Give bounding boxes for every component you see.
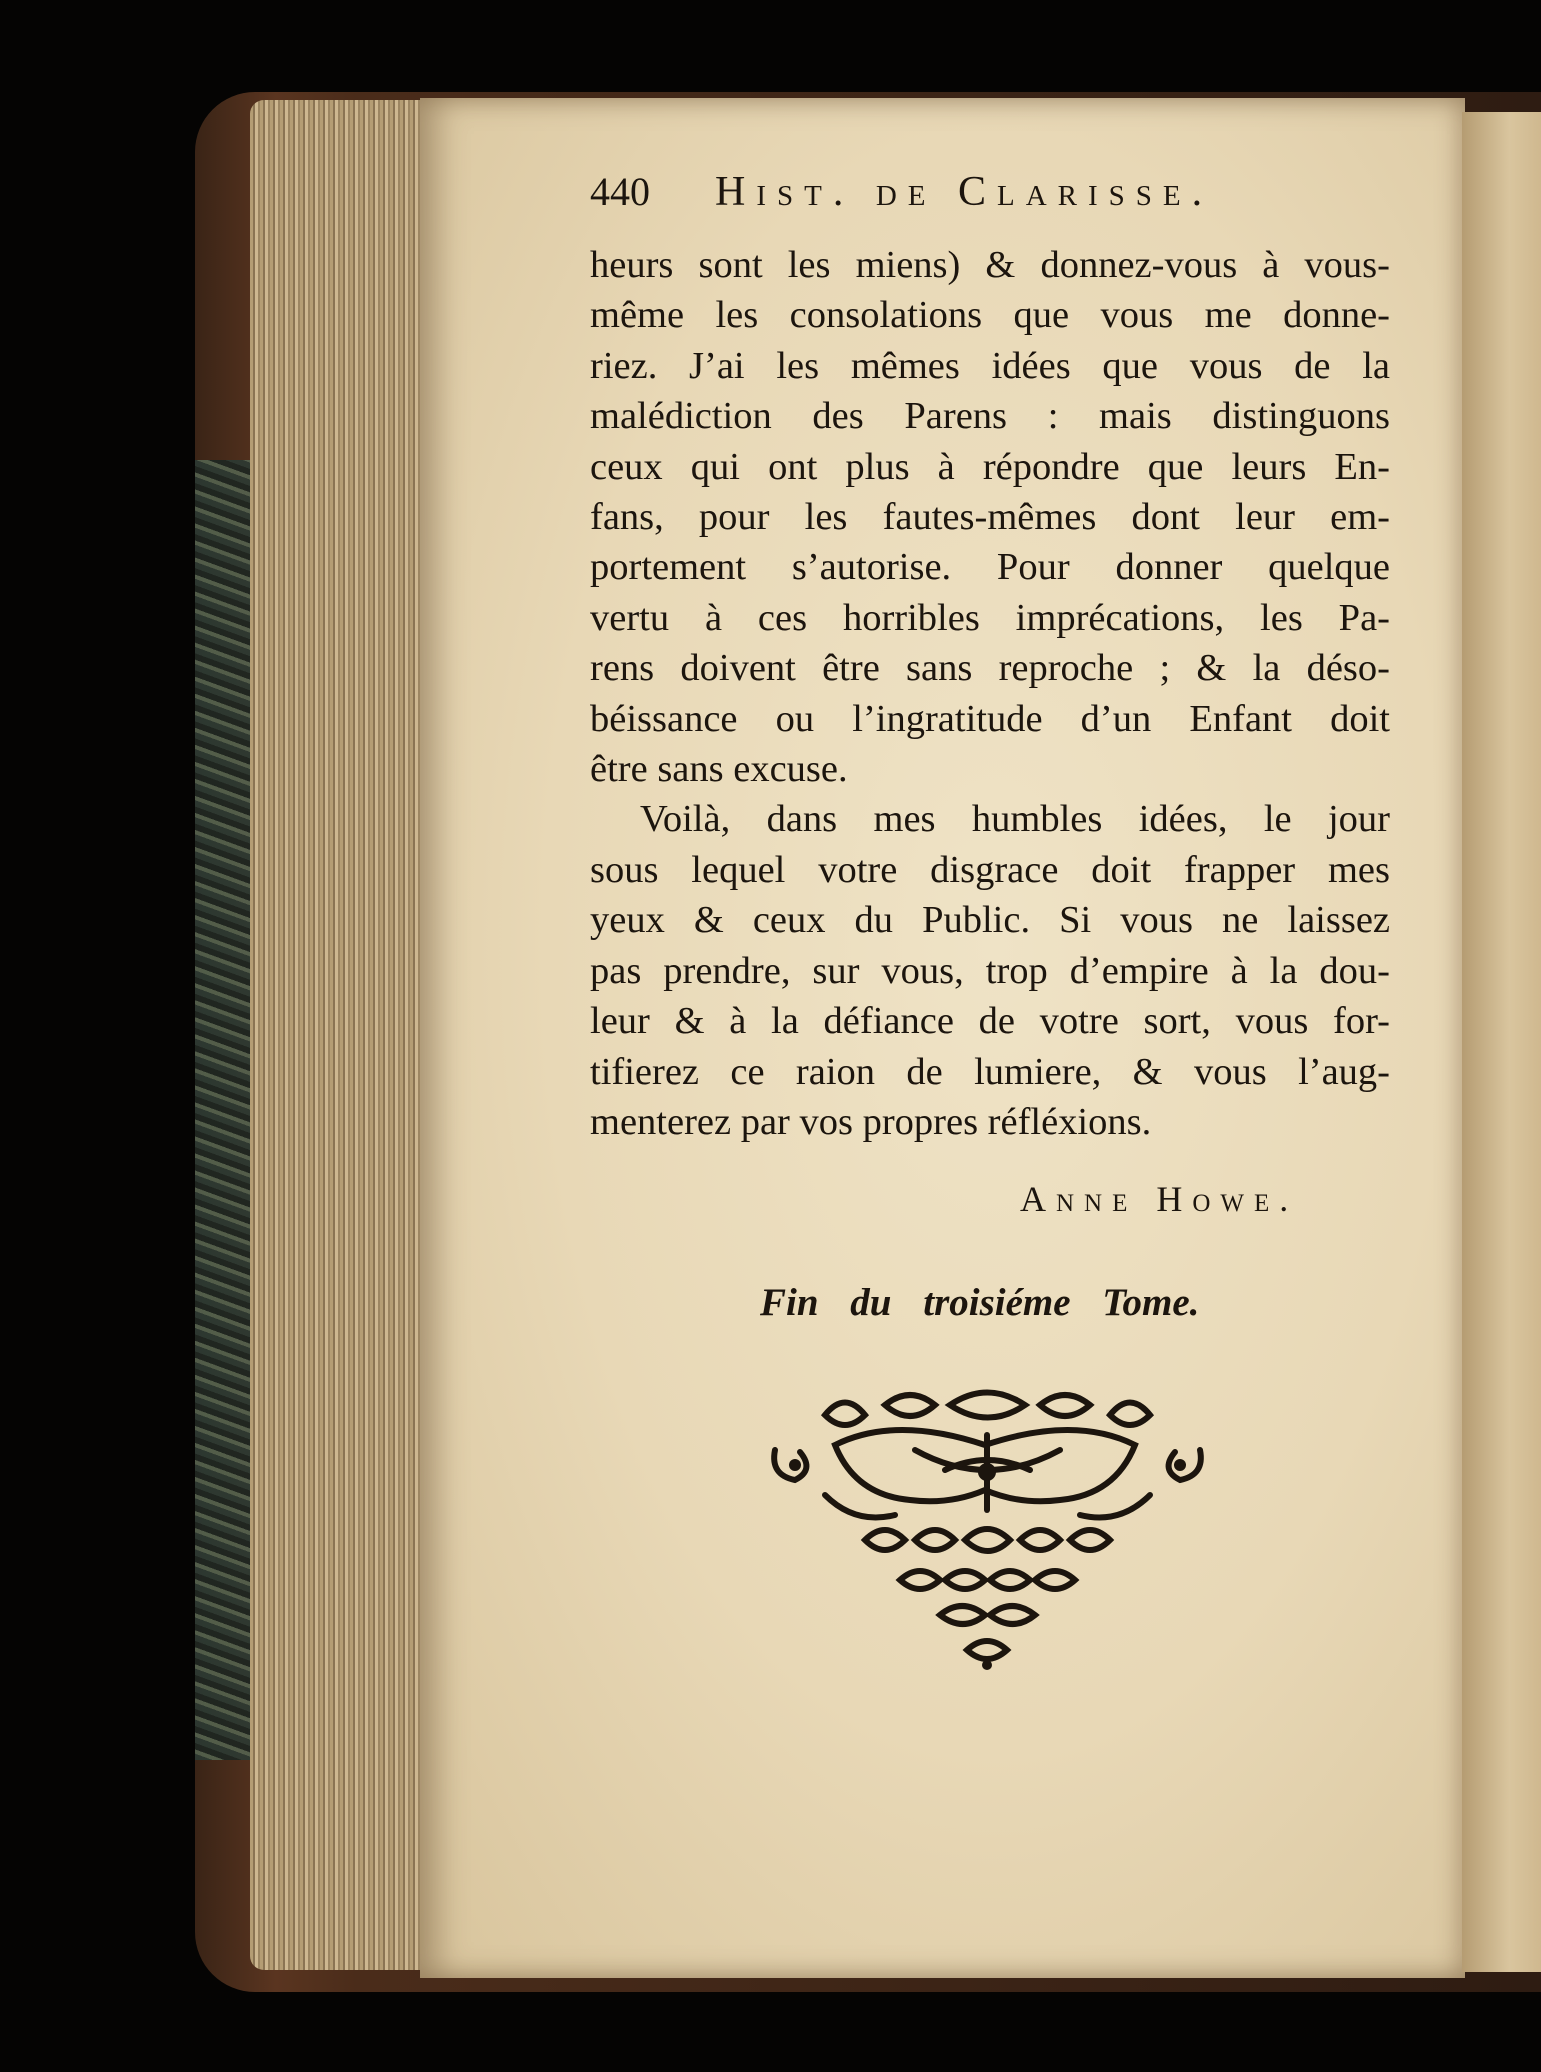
closing-line: Fin du troisiéme Tome. — [760, 1281, 1200, 1324]
text-line: yeux & ceux du Public. Si vous ne laissez — [590, 899, 1390, 942]
signature: Anne Howe. — [1020, 1179, 1299, 1219]
text-line: malédiction des Parens : mais distinguons — [590, 395, 1390, 438]
marbled-cover-edge — [195, 460, 255, 1760]
body-text — [590, 240, 1390, 1147]
text-line: Voilà, dans mes humbles idées, le jour — [640, 798, 1390, 841]
text-line: leur & à la défiance de votre sort, vous for- — [590, 1000, 1390, 1043]
text-line: riez. J’ai les mêmes idées que vous de la — [590, 344, 1390, 387]
text-line: pas prendre, sur vous, trop d’empire à la dou- — [590, 949, 1390, 992]
running-title: Hist. de Clarisse. — [715, 169, 1214, 215]
facing-page-edge — [1462, 112, 1541, 1972]
text-line: menterez par vos propres réfléxions. — [590, 1100, 1152, 1143]
text-line: même les consolations que vous me donne- — [590, 294, 1390, 337]
text-line: tifierez ce raion de lumiere, & vous l’aug- — [590, 1050, 1390, 1093]
text-line: vertu à ces horribles imprécations, les Pa- — [590, 596, 1390, 639]
page-number: 440 — [590, 169, 650, 214]
text-line: fans, pour les fautes-mêmes dont leur em- — [590, 496, 1390, 539]
printer-ornament — [765, 1375, 1210, 1675]
page-edges — [250, 100, 425, 1970]
running-header — [590, 168, 1310, 228]
text-line: être sans excuse. — [590, 748, 848, 791]
text-line: rens doivent être sans reproche ; & la déso- — [590, 647, 1390, 690]
text-line: heurs sont les miens) & donnez-vous à vous- — [590, 244, 1390, 286]
text-line: béissance ou l’ingratitude d’un Enfant doit — [590, 697, 1390, 740]
text-line: ceux qui ont plus à répondre que leurs En- — [590, 445, 1390, 488]
text-line: sous lequel votre disgrace doit frapper mes — [590, 848, 1390, 891]
text-line: portement s’autorise. Pour donner quelque — [590, 546, 1390, 589]
